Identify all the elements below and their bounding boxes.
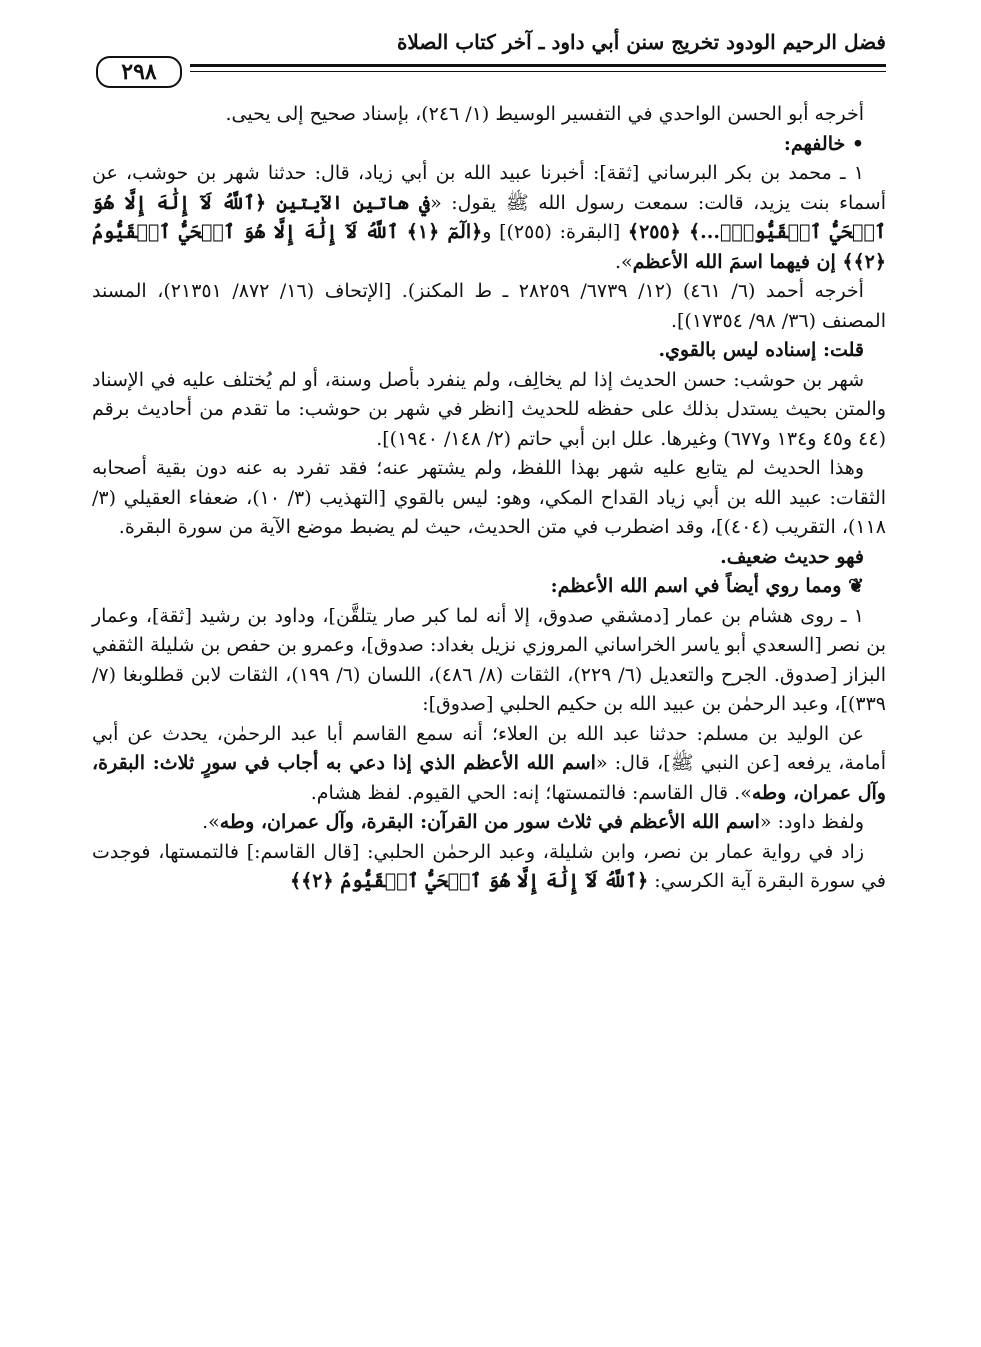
text-run: ». قال القاسم: فالتمستها؛ إنه: الحي القيوم. لفظ هشام.	[310, 781, 752, 804]
header-rule-thick	[90, 64, 886, 67]
paragraph-p3	[92, 159, 886, 277]
body-text	[92, 100, 886, 897]
text-run: ﴿الٓمٓ ﴿١﴾ ٱللَّهُ لَآ إِلَٰهَ إِلَّا هُوَ ٱلۡحَيُّ ٱلۡقَيُّومُ ﴿٢﴾﴾ إن فيهما اسمَ الله الأعظم	[92, 221, 886, 273]
text-run: [البقرة: (٢٥٥)] و	[482, 221, 628, 243]
paragraph-p5	[92, 336, 886, 366]
paragraph-p2	[92, 130, 886, 160]
text-run: ١ ـ محمد بن بكر البرساني [ثقة]: أخبرنا عبيد الله بن أبي زياد، قال: حدثنا شهر بن حوشب، عن أسماء بنت يزيد، قالت: سمعت رسول الله ﷺ يقول: «	[92, 162, 886, 214]
text-run: ولفظ داود: «	[759, 811, 864, 833]
text-run: فهو حديث ضعيف.	[720, 545, 864, 568]
text-run: ».	[614, 250, 633, 273]
paragraph-p6	[92, 366, 886, 455]
paragraph-p1	[92, 100, 886, 130]
paragraph-p11	[92, 720, 886, 809]
text-run: أخرجه أبو الحسن الواحدي في التفسير الوسيط (١/ ٢٤٦)، بإسناد صحيح إلى يحيى.	[225, 103, 864, 125]
text-run: • خالفهم:	[783, 132, 864, 155]
text-run: ❦ ومما روي أيضاً في اسم الله الأعظم:	[550, 575, 864, 597]
paragraph-p7	[92, 454, 886, 543]
text-run: أخرجه أحمد (٦/ ٤٦١) (١٢/ ٦٧٣٩/ ٢٨٢٥٩ ـ ط المكنز). [الإتحاف (١٦/ ٨٧٢/ ٢١٣٥١)، المسند المصنف (٣٦/ ٩٨/ ١٧٣٥٤)].	[92, 280, 886, 332]
text-run: ﴿ٱللَّهُ لَآ إِلَٰهَ إِلَّا هُوَ ٱلۡحَيُّ ٱلۡقَيُّومُ ﴿٢﴾﴾	[290, 870, 649, 892]
text-run: عن الوليد بن مسلم: حدثنا عبد الله بن العلاء؛ أنه سمع القاسم أبا عبد الرحمٰن، يحدث عن أبي أمامة، يرفعه [عن النبي ﷺ]، قال: «	[92, 722, 887, 774]
header-rule-thin	[90, 71, 886, 72]
text-run: زاد في رواية عمار بن نصر، وابن شليلة، وعبد الرحمٰن الحلبي: [قال القاسم:] فالتمستها، فوجدت في سورة البقرة آية الكرسي:	[92, 840, 886, 892]
running-header	[90, 24, 886, 94]
paragraph-p9	[92, 572, 886, 602]
paragraph-p10	[92, 602, 886, 720]
paragraph-p8	[92, 543, 886, 573]
text-run: ».	[202, 811, 220, 833]
text-run: ١ ـ روى هشام بن عمار [دمشقي صدوق، إلا أنه لما كبر صار يتلقَّن]، وداود بن رشيد [ثقة]، وعمار بن نصر [السعدي أبو ياسر الخراساني المروزي نزيل بغداد: صدوق]، وعمرو بن حفص بن شليلة الثقفي البزاز [صدوق. الجرح والتعديل (٦/ ٢٢٩)، الثقات (٨/ ٤٨٦)، اللسان (٦/ ١٩٩)، الثقات لابن قطلوبغا (٧/ ٣٣٩)]، وعبد الرحمٰن بن عبيد الله بن حكيم الحلبي [صدوق]:	[92, 604, 886, 715]
text-run: اسم الله الأعظم الذي إذا دعي به أجاب في سورٍ ثلاث: البقرة، وآل عمران، وطه	[92, 752, 886, 804]
text-run: شهر بن حوشب: حسن الحديث إذا لم يخالِف، ولم ينفرد بأصل وسنة، أو لم يُختلف عليه في الإسناد والمتن بحيث يستدل بذلك على حفظه للحديث [انظر في شهر بن حوشب: ما تقدم من أحاديث برقم (٤٤ و٤٥ و١٣٤ و٦٧٧) وغيرها. علل ابن أبي حاتم (٢/ ١٤٨/ ١٩٤٠)].	[92, 368, 886, 450]
header-title: فضل الرحيم الودود تخريج سنن أبي داود ـ آخر كتاب الصلاة	[396, 30, 886, 54]
text-run: في هاتين الآيتين ﴿ٱللَّهُ لَآ إِلَٰهَ إِلَّا هُوَ ٱلۡحَيُّ ٱلۡقَيُّومُۚ...﴾ ﴿٢٥٥﴾	[92, 191, 886, 243]
text-run: اسم الله الأعظم في ثلاث سور من القرآن: البقرة، وآل عمران، وطه	[219, 811, 760, 833]
page-number: ٢٩٨	[96, 56, 182, 88]
text-run: وهذا الحديث لم يتابع عليه شهر بهذا اللفظ، ولم يشتهر عنه؛ فقد تفرد به عنه دون بقية أصحابه الثقات: عبيد الله بن أبي زياد القداح المكي، وهو: ليس بالقوي [التهذيب (٣/ ١٠)، ضعفاء العقيلي (٣/ ١١٨)، التقريب (٤٠٤)]، وقد اضطرب في متن الحديث، حيث لم يضبط موضع الآية من سورة البقرة.	[92, 457, 886, 538]
paragraph-p12	[92, 808, 886, 838]
text-run: قلت: إسناده ليس بالقوي.	[658, 339, 864, 361]
paragraph-p13	[92, 838, 886, 897]
paragraph-p4	[92, 277, 886, 336]
page-number-frame	[90, 54, 190, 88]
